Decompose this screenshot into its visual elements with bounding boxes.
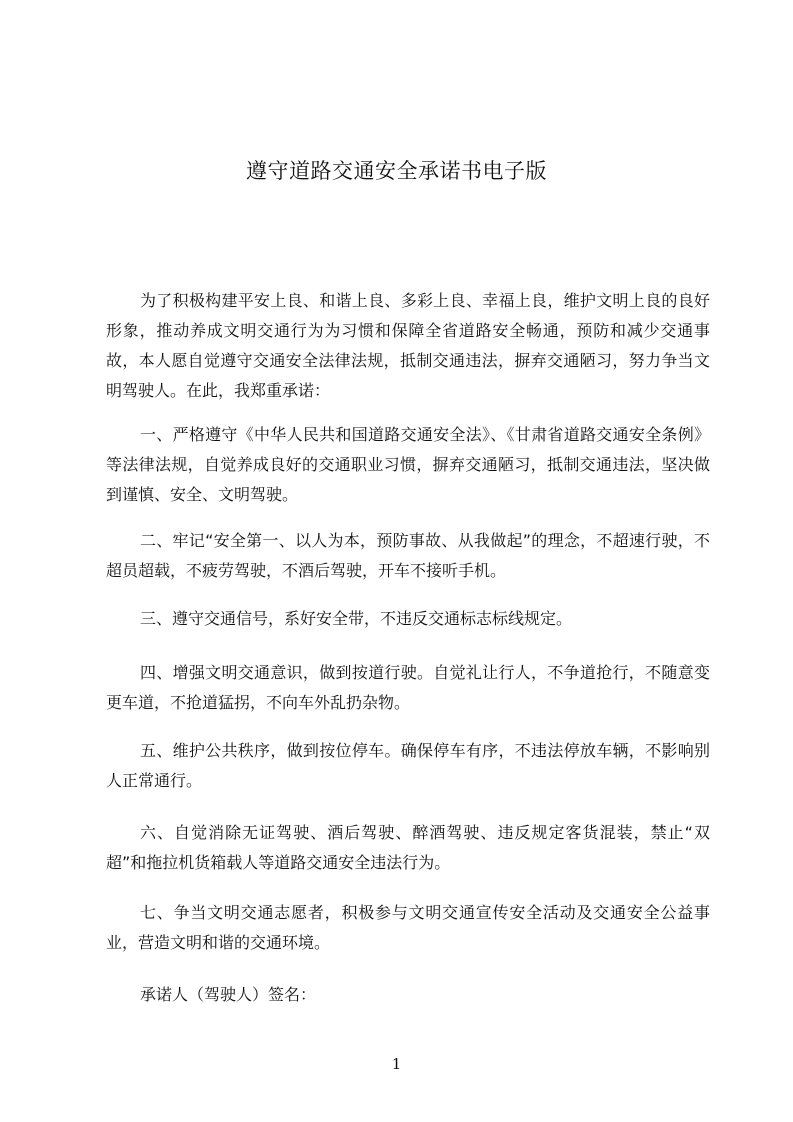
intro-paragraph: 为了积极构建平安上良、和谐上良、多彩上良、幸福上良，维护文明上良的良好形象，推动养成文明交通行为为习惯和保障全省道路安全畅通，预防和减少交通事故，本人愿自觉遵守交通安全法律法规，抵制交通违法，摒弃交通陋习，努力争当文明驾驶人。在此，我郑重承诺： (106, 291, 710, 400)
pledge-item-2: 二、牢记“安全第一、以人为本，预防事故、从我做起”的理念，不超速行驶，不超员超载，不疲劳驾驶，不酒后驾驶，开车不接听手机。 (106, 531, 710, 580)
document-title: 遵守道路交通安全承诺书电子版 (246, 159, 547, 184)
pledge-item-1: 一、严格遵守《中华人民共和国道路交通安全法》、《甘肃省道路交通安全条例》等法律法规，自觉养成良好的交通职业习惯，摒弃交通陋习，抵制交通违法，坚决做到谨慎、安全、文明驾驶。 (106, 425, 710, 504)
page-number: 1 (391, 1055, 402, 1073)
pledge-item-5: 五、维护公共秩序，做到按位停车。确保停车有序，不违法停放车辆，不影响别人正常通行。 (106, 741, 710, 790)
pledge-item-4: 四、增强文明交通意识，做到按道行驶。自觉礼让行人，不争道抢行，不随意变更车道，不抢道猛拐，不向车外乱扔杂物。 (106, 663, 710, 712)
pledge-item-7: 七、争当文明交通志愿者，积极参与文明交通宣传安全活动及交通安全公益事业，营造文明和谐的交通环境。 (106, 903, 710, 952)
pledge-item-6: 六、自觉消除无证驾驶、酒后驾驶、醉酒驾驶、违反规定客货混装，禁止“双超”和拖拉机货箱载人等道路交通安全违法行为。 (106, 823, 710, 872)
signature-line: 承诺人（驾驶人）签名： (140, 985, 317, 1004)
pledge-item-3: 三、遵守交通信号，系好安全带，不违反交通标志标线规定。 (140, 609, 573, 628)
